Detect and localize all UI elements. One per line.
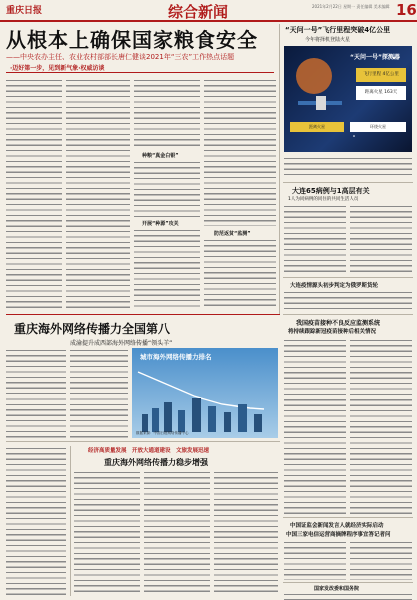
masthead-meta: 2021年2月22日 星期一 责任编辑 美术编辑 <box>312 4 390 9</box>
lead-body-col-1 <box>6 78 62 310</box>
lift-body <box>284 290 412 310</box>
chongqing2-headline: 重庆海外网络传播力稳步增强 <box>104 458 208 467</box>
divider <box>283 517 413 518</box>
chart-title: 城市海外网络传播力排名 <box>140 353 212 361</box>
chongqing-body-2 <box>70 348 128 438</box>
dalian-body-1 <box>284 204 346 274</box>
regulator-body-1 <box>284 540 346 580</box>
regulator-body-2 <box>350 540 412 580</box>
vaccine-subtitle: 将持续跟踪新冠疫苗接种后相关情况 <box>288 329 377 335</box>
paper-logo: 重庆日报 <box>6 6 43 16</box>
tianwen-label-b: 环绕火星 <box>350 122 406 132</box>
vaccine-body-2 <box>350 338 412 514</box>
page-number: 16 <box>396 1 417 19</box>
dalian-subtitle: 1人为同病例的同住的共同生活人员 <box>288 197 359 202</box>
lead-body-col-3c <box>134 228 200 310</box>
bottom-right-body <box>284 592 412 600</box>
divider <box>283 182 413 183</box>
tianwen-stat-2: 距离火星 163天 <box>356 86 406 100</box>
chart-skyline-icon <box>132 348 278 438</box>
divider <box>6 441 280 442</box>
lead-body-col-4a <box>204 78 276 226</box>
divider <box>283 582 413 583</box>
chongqing2-body-3 <box>214 470 278 596</box>
lead-rule <box>6 72 274 73</box>
tianwen-headline: “天问一号”飞行里程突破4亿公里 <box>285 26 391 34</box>
lead-body-col-3b <box>134 160 200 218</box>
vaccine-body-1 <box>284 338 346 514</box>
lead-kicker: ·迈好第一步，见到新气象·权威访谈 <box>10 65 105 72</box>
divider <box>283 314 413 315</box>
regulator-headline: 中国证监会新闻发言人就经济实际启动 <box>290 523 384 529</box>
lead-col-head-3: 防范返贫“监测” <box>214 231 251 237</box>
lead-col-head-2: 开展“种源”攻关 <box>142 221 179 227</box>
chongqing-body-3 <box>6 446 66 596</box>
lead-col-head-1: 种粮“真金白银” <box>142 153 179 159</box>
lead-headline: 从根本上确保国家粮食安全 <box>6 28 258 52</box>
lead-subtitle: ——中央农办主任、农业农村部部长唐仁健谈2021年“三农”工作热点话题 <box>6 53 235 61</box>
chongqing-body-1 <box>6 348 66 438</box>
chongqing2-kicker: 经济高质量发展 开放大通道建设 文旅发展迅速 <box>88 448 210 454</box>
lead-body-col-2 <box>66 78 130 310</box>
tianwen-subtitle: 今年将择机登陆火星 <box>305 37 351 43</box>
lift-headline: 大连疫情源头初步判定为俄罗斯货轮 <box>290 283 379 289</box>
tianwen-label-a: 距离火星 <box>290 122 344 132</box>
chongqing-chart <box>132 348 278 438</box>
vaccine-headline: 我国疫苗接种不良反应监测系统 <box>296 320 381 327</box>
chongqing2-body-2 <box>144 470 210 596</box>
section-title: 综合新闻 <box>168 3 229 21</box>
regulator-subtitle: 中国三家电信运营商摘牌程序事宜答记者问 <box>286 532 391 538</box>
tianwen-stat-1: 飞行里程 4亿公里 <box>356 68 406 82</box>
dalian-headline: 大连65病例与1高层有关 <box>292 187 370 195</box>
divider <box>70 446 71 596</box>
masthead <box>0 0 417 22</box>
column-divider <box>279 24 280 314</box>
tianwen-panel-title: “天问一号”探测器 <box>350 54 400 61</box>
dalian-body-2 <box>350 204 412 274</box>
tianwen-body <box>284 156 412 178</box>
chart-caption: 数据来源：中国日报网络传播中心 <box>136 431 189 435</box>
tianwen-graphic <box>284 46 412 152</box>
lead-body-col-4b <box>204 238 276 310</box>
divider <box>283 277 413 278</box>
bottom-right-headline: 国家发改委和国务院 <box>314 586 360 592</box>
lead-body-col-3a <box>134 78 200 150</box>
chongqing-headline: 重庆海外网络传播力全国第八 <box>14 322 171 336</box>
section-rule <box>6 314 280 315</box>
chongqing2-body-1 <box>74 470 140 596</box>
chongqing-subtitle: 成渝提升成西部海外网络传播“领头羊” <box>70 340 173 347</box>
